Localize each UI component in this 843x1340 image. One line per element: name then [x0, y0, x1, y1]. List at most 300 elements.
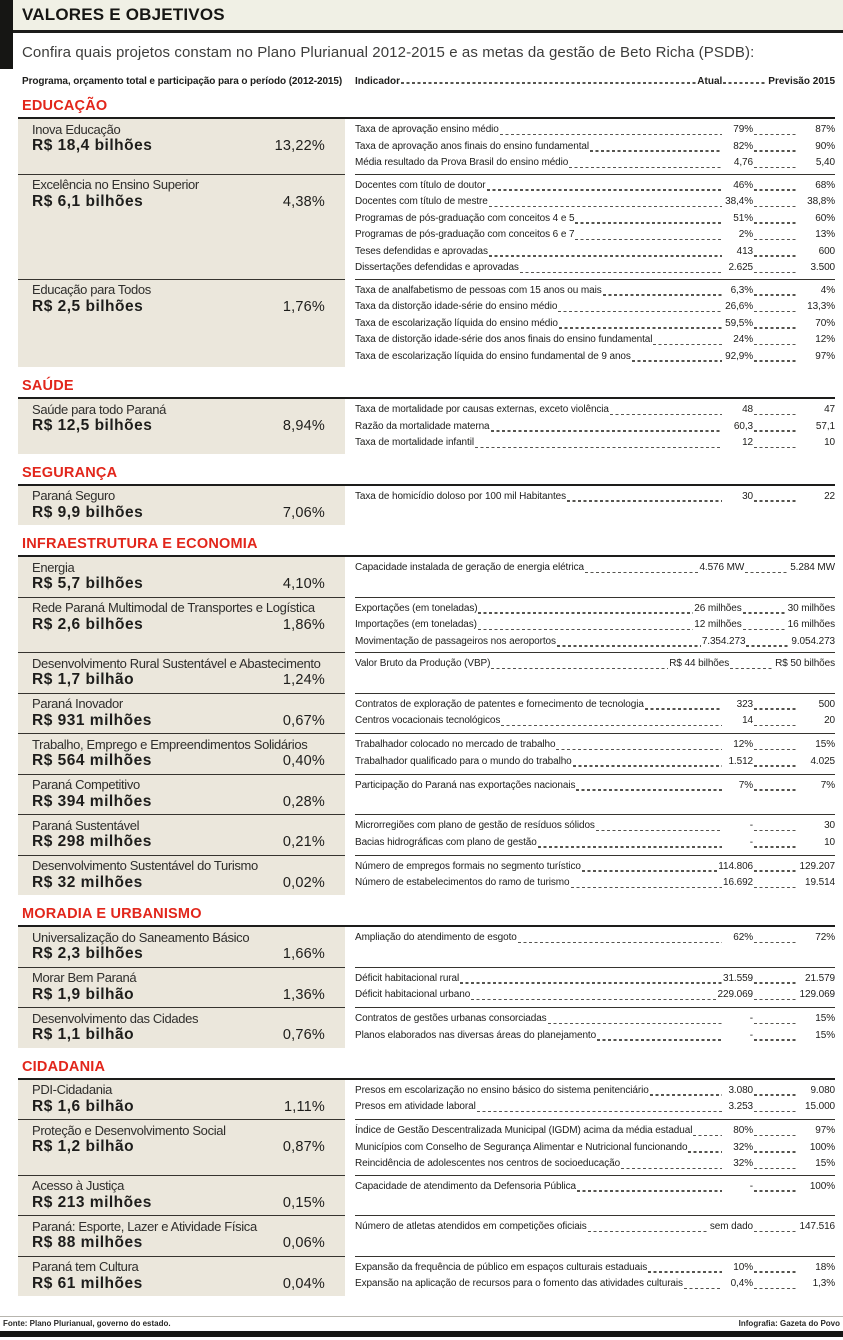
leader-dots	[653, 344, 722, 345]
program-budget: R$ 394 milhões	[32, 792, 152, 810]
indicator-row	[355, 617, 835, 634]
leader-dots	[754, 150, 798, 151]
indicator-label: Número de estabelecimentos do ramo de turismo	[355, 877, 570, 888]
indicator-label: Déficit habitacional rural	[355, 972, 460, 984]
program-box	[18, 174, 345, 279]
program-name: Paraná: Esporte, Lazer e Atividade Física	[32, 1218, 257, 1234]
indicator-list	[355, 733, 835, 774]
indicator-label: Contratos de exploração de patentes e fornecimento de tecnologia	[355, 698, 644, 710]
indicator-label: Presos em escolarização no ensino básico do sistema penitenciário	[355, 1084, 649, 1096]
program-name: PDI-Cidadania	[32, 1082, 112, 1097]
program-list	[18, 1078, 835, 1297]
program-budget: R$ 564 milhões	[32, 752, 152, 769]
indicator-label: Trabalhador colocado no mercado de trabalho	[355, 739, 556, 750]
section	[18, 465, 835, 526]
indicator-previsao-value: 5.284 MW	[790, 562, 835, 573]
program-share: 13,22%	[274, 138, 325, 154]
program-box	[18, 733, 345, 774]
indicator-atual-value: R$ 44 bilhões	[669, 658, 730, 669]
section	[18, 98, 835, 367]
indicator-previsao-value: 15%	[815, 1013, 835, 1024]
indicator-atual-value: 6,3%	[730, 284, 753, 296]
program-share: 0,06%	[282, 1235, 325, 1251]
leader-dots	[743, 629, 787, 630]
indicator-label: Centros vocacionais tecnológicos	[355, 715, 501, 726]
program-name: Rede Paraná Multimodal de Transportes e Logística	[32, 600, 315, 615]
indicator-previsao-value: 9.080	[810, 1084, 835, 1096]
indicator-atual-value: 7.354.273	[701, 635, 746, 647]
indicator-row	[355, 987, 835, 1004]
indicator-previsao-value: 13,3%	[807, 301, 835, 312]
section	[18, 1059, 835, 1297]
leader-dots	[723, 82, 767, 83]
indicator-row	[355, 1028, 835, 1045]
leader-dots	[573, 765, 722, 766]
program-name: Desenvolvimento das Cidades	[32, 1010, 199, 1026]
leader-dots	[754, 414, 798, 415]
indicator-row	[355, 194, 835, 211]
leader-dots	[575, 222, 722, 223]
program-name: Acesso à Justiça	[32, 1178, 124, 1193]
leader-dots	[754, 1094, 798, 1095]
program-name: Desenvolvimento Sustentável do Turismo	[32, 858, 258, 873]
indicator-atual-value: 12	[742, 437, 753, 448]
indicator-row	[355, 211, 835, 228]
leader-dots	[746, 645, 790, 646]
indicator-previsao-value: 19.514	[805, 877, 835, 888]
indicator-row	[355, 332, 835, 349]
indicator-previsao-value: 100%	[809, 1141, 835, 1153]
indicator-list	[355, 774, 835, 815]
program-box	[18, 967, 345, 1008]
indicator-atual-value: 1.512	[728, 755, 753, 767]
indicator-atual-value: -	[749, 820, 753, 831]
leader-dots	[754, 725, 798, 726]
program-share: 1,11%	[283, 1098, 325, 1115]
indicator-label: Capacidade de atendimento da Defensoria Pública	[355, 1180, 577, 1192]
leader-dots	[754, 189, 798, 190]
indicator-previsao-value: 10	[824, 437, 835, 448]
program-share: 1,24%	[282, 672, 325, 688]
indicator-list	[355, 1007, 835, 1048]
leader-dots	[754, 294, 798, 295]
leader-dots	[478, 629, 693, 630]
indicator-previsao-value: 38,8%	[807, 196, 835, 207]
leader-dots	[754, 749, 798, 750]
leader-dots	[520, 272, 722, 273]
program-budget: R$ 12,5 bilhões	[32, 417, 153, 434]
program-row	[18, 1256, 835, 1297]
indicator-row	[355, 122, 835, 139]
indicator-row	[355, 656, 835, 673]
program-budget: R$ 1,1 bilhão	[32, 1026, 135, 1043]
program-share: 7,06%	[282, 504, 325, 521]
indicator-atual-value: 3.253	[728, 1101, 753, 1112]
indicator-label: Presos em atividade laboral	[355, 1101, 476, 1112]
indicator-list	[355, 1119, 835, 1175]
indicator-list	[355, 119, 835, 174]
leader-dots	[754, 1271, 798, 1272]
leader-dots	[585, 572, 698, 573]
indicator-label: Expansão na aplicação de recursos para o fomento das atividades culturais	[355, 1278, 683, 1289]
indicator-atual-value: 4.576 MW	[699, 562, 745, 573]
leader-dots	[754, 789, 798, 790]
indicator-row	[355, 1276, 835, 1293]
leader-dots	[582, 870, 717, 871]
indicator-atual-value: 14	[742, 715, 753, 726]
indicator-row	[355, 1123, 835, 1140]
indicator-previsao-value: 600	[818, 245, 835, 257]
indicator-row	[355, 634, 835, 651]
indicator-list	[355, 693, 835, 734]
leader-dots	[548, 1023, 722, 1024]
indicator-atual-value: 31.559	[723, 972, 753, 984]
indicator-atual-value: 413	[736, 245, 753, 257]
leader-dots	[559, 327, 722, 328]
leader-dots	[650, 1094, 722, 1095]
indicator-previsao-value: 129.069	[799, 989, 835, 1000]
leader-dots	[684, 1288, 722, 1289]
indicator-label: Valor Bruto da Produção (VBP)	[355, 658, 491, 669]
indicator-label: Ampliação do atendimento de esgoto	[355, 932, 517, 943]
indicator-previsao-value: 30 milhões	[787, 602, 835, 614]
column-header-atual-label: Atual	[697, 76, 723, 87]
indicator-previsao-value: 15.000	[805, 1101, 835, 1112]
program-budget: R$ 6,1 bilhões	[32, 192, 144, 210]
indicator-atual-value: 32%	[733, 1141, 753, 1153]
indicator-previsao-value: 97%	[815, 1125, 835, 1136]
indicator-atual-value: 30	[742, 490, 753, 502]
indicator-atual-value: 4,76	[733, 157, 753, 168]
indicator-list	[355, 1080, 835, 1120]
column-header-previsao-label: Previsão 2015	[768, 76, 835, 87]
indicator-previsao-value: 10	[824, 836, 835, 848]
program-name: Educação para Todos	[32, 282, 151, 297]
indicator-atual-value: 38,4%	[725, 196, 753, 207]
indicator-atual-value: 114.806	[718, 860, 753, 872]
program-box	[18, 1256, 345, 1297]
leader-dots	[575, 239, 722, 240]
leader-dots	[597, 1039, 722, 1040]
indicator-row	[355, 859, 835, 876]
leader-dots	[754, 708, 798, 709]
leader-dots	[754, 1231, 798, 1232]
indicator-label: Teses defendidas e aprovadas	[355, 245, 488, 257]
indicator-label: Taxa de homicídio doloso por 100 mil Habitantes	[355, 490, 566, 502]
program-row	[18, 967, 835, 1008]
program-share: 0,15%	[282, 1194, 325, 1211]
indicator-previsao-value: 500	[818, 698, 835, 710]
indicator-label: Bacias hidrográficas com plano de gestão	[355, 836, 537, 848]
leader-dots	[754, 360, 798, 361]
program-budget: R$ 213 milhões	[32, 1193, 152, 1211]
leader-dots	[693, 1135, 722, 1136]
program-name: Paraná Seguro	[32, 488, 115, 503]
indicator-label: Docentes com título de mestre	[355, 196, 488, 207]
program-share: 8,94%	[282, 418, 325, 434]
section	[18, 906, 835, 1048]
corner-accent-bar	[0, 0, 13, 69]
leader-dots	[478, 612, 693, 613]
indicator-label: Taxa de escolarização líquida do ensino médio	[355, 317, 558, 329]
program-box	[18, 1119, 345, 1175]
indicator-atual-value: 12 milhões	[694, 619, 742, 630]
indicator-label: Taxa de aprovação anos finais do ensino fundamental	[355, 140, 589, 152]
indicator-previsao-value: 70%	[815, 317, 835, 329]
program-row	[18, 557, 835, 597]
program-budget: R$ 32 milhões	[32, 873, 143, 891]
indicator-previsao-value: 16 milhões	[787, 619, 835, 630]
page-subtitle: Confira quais projetos constam no Plano Plurianual 2012-2015 e as metas da gestão de Beto Richa (PSDB):	[22, 44, 755, 61]
program-box	[18, 927, 345, 967]
indicator-row	[355, 737, 835, 754]
indicator-previsao-value: 68%	[815, 179, 835, 191]
program-row	[18, 119, 835, 174]
indicator-atual-value: 92,9%	[725, 350, 753, 362]
program-budget: R$ 18,4 bilhões	[32, 137, 153, 154]
leader-dots	[688, 1151, 722, 1152]
indicator-list	[355, 597, 835, 653]
indicator-row	[355, 244, 835, 261]
leader-dots	[754, 846, 798, 847]
indicator-previsao-value: 3.500	[810, 262, 835, 273]
indicator-atual-value: -	[749, 836, 753, 848]
indicator-row	[355, 713, 835, 730]
indicator-atual-value: 26 milhões	[694, 602, 742, 614]
program-row	[18, 927, 835, 967]
indicator-previsao-value: 47	[824, 404, 835, 415]
leader-dots	[571, 887, 723, 888]
program-name: Proteção e Desenvolvimento Social	[32, 1122, 226, 1138]
leader-dots	[489, 206, 722, 207]
indicator-row	[355, 227, 835, 244]
column-header-program: Programa, orçamento total e participação para o período (2012-2015)	[22, 76, 343, 87]
program-box	[18, 399, 345, 454]
indicator-atual-value: 10%	[733, 1261, 753, 1273]
program-share: 0,67%	[282, 712, 325, 729]
indicator-label: Expansão da frequência de público em espaços culturais estaduais	[355, 1261, 648, 1273]
program-budget: R$ 1,9 bilhão	[32, 985, 135, 1003]
indicator-row	[355, 260, 835, 277]
leader-dots	[475, 447, 722, 448]
program-box	[18, 774, 345, 815]
leader-dots	[754, 1135, 798, 1136]
indicator-previsao-value: 1,3%	[812, 1278, 835, 1289]
leader-dots	[491, 668, 668, 669]
indicator-label: Importações (em toneladas)	[355, 619, 477, 630]
indicator-previsao-value: 4%	[820, 284, 835, 296]
program-share: 4,10%	[282, 576, 325, 592]
indicator-row	[355, 1260, 835, 1277]
program-budget: R$ 931 milhões	[32, 711, 152, 729]
indicator-atual-value: 51%	[733, 212, 753, 224]
footer-source: Fonte: Plano Plurianual, governo do estado.	[3, 1319, 171, 1328]
indicator-atual-value: sem dado	[709, 1221, 753, 1232]
indicator-previsao-value: 129.207	[799, 860, 835, 872]
program-share: 0,28%	[282, 793, 325, 810]
column-headers	[18, 76, 835, 87]
program-name: Paraná Competitivo	[32, 777, 140, 792]
leader-dots	[596, 830, 722, 831]
leader-dots	[754, 327, 798, 328]
leader-dots	[471, 999, 716, 1000]
indicator-label: Índice de Gestão Descentralizada Municipal (IGDM) acima da média estadual	[355, 1125, 693, 1136]
indicator-atual-value: 46%	[733, 179, 753, 191]
indicator-previsao-value: 30	[824, 820, 835, 831]
indicator-list	[355, 399, 835, 454]
leader-dots	[487, 189, 722, 190]
program-row	[18, 1007, 835, 1048]
program-row	[18, 399, 835, 454]
program-box	[18, 119, 345, 174]
program-row	[18, 486, 835, 526]
leader-dots	[590, 150, 722, 151]
indicator-row	[355, 930, 835, 947]
indicator-row	[355, 601, 835, 618]
indicator-list	[355, 279, 835, 368]
program-share: 0,02%	[282, 874, 325, 891]
indicator-atual-value: 0,4%	[730, 1278, 753, 1289]
program-list	[18, 484, 835, 526]
indicator-atual-value: 323	[736, 698, 753, 710]
program-row	[18, 1119, 835, 1175]
program-budget: R$ 298 milhões	[32, 833, 152, 850]
program-share: 1,36%	[282, 986, 325, 1003]
indicator-previsao-value: 15%	[815, 739, 835, 750]
program-row	[18, 652, 835, 693]
leader-dots	[754, 1190, 798, 1191]
indicator-row	[355, 178, 835, 195]
leader-dots	[754, 430, 798, 431]
indicator-label: Participação do Paraná nas exportações nacionais	[355, 779, 576, 791]
section	[18, 536, 835, 895]
program-name: Desenvolvimento Rural Sustentável e Abastecimento	[32, 655, 321, 671]
masthead	[0, 0, 843, 33]
indicator-previsao-value: 87%	[815, 124, 835, 135]
section-title: SAÚDE	[22, 378, 74, 394]
column-header-indicators	[355, 76, 835, 87]
program-box	[18, 1215, 345, 1256]
section-title: INFRAESTRUTURA E ECONOMIA	[22, 536, 258, 552]
leader-dots	[489, 255, 722, 256]
leader-dots	[754, 999, 798, 1000]
indicator-label: Programas de pós-graduação com conceitos 4 e 5	[355, 212, 575, 224]
leader-dots	[754, 222, 798, 223]
indicator-atual-value: 3.080	[728, 1084, 753, 1096]
program-name: Paraná Inovador	[32, 696, 123, 711]
indicator-row	[355, 155, 835, 172]
program-name: Inova Educação	[32, 121, 121, 137]
leader-dots	[632, 360, 722, 361]
indicator-label: Taxa da distorção idade-série do ensino médio	[355, 301, 558, 312]
indicator-previsao-value: 22	[824, 490, 835, 502]
indicator-atual-value: 48	[742, 404, 753, 415]
program-box	[18, 1080, 345, 1120]
indicator-row	[355, 1099, 835, 1116]
program-box	[18, 814, 345, 855]
indicator-row	[355, 402, 835, 419]
indicator-row	[355, 283, 835, 300]
indicator-row	[355, 1219, 835, 1236]
indicator-atual-value: 60,3	[733, 420, 753, 432]
indicator-previsao-value: 4.025	[810, 755, 835, 767]
program-share: 4,38%	[282, 193, 325, 210]
indicator-label: Microrregiões com plano de gestão de resíduos sólidos	[355, 820, 595, 831]
indicator-row	[355, 971, 835, 988]
leader-dots	[500, 134, 722, 135]
indicator-list	[355, 967, 835, 1008]
program-row	[18, 597, 835, 653]
program-budget: R$ 5,7 bilhões	[32, 575, 144, 592]
indicator-previsao-value: 20	[824, 715, 835, 726]
program-budget: R$ 2,5 bilhões	[32, 297, 144, 315]
program-row	[18, 693, 835, 734]
indicator-list	[355, 174, 835, 279]
program-share: 0,21%	[282, 834, 325, 850]
indicator-list	[355, 1215, 835, 1256]
leader-dots	[501, 725, 722, 726]
program-box	[18, 557, 345, 597]
indicator-previsao-value: 97%	[815, 350, 835, 362]
indicator-label: Reincidência de adolescentes nos centros de socioeducação	[355, 1158, 621, 1169]
program-row	[18, 1080, 835, 1120]
leader-dots	[754, 239, 798, 240]
indicator-label: Exportações (em toneladas)	[355, 602, 478, 614]
indicator-previsao-value: 9.054.273	[791, 635, 835, 647]
leader-dots	[754, 344, 798, 345]
leader-dots	[518, 942, 722, 943]
indicator-row	[355, 489, 835, 506]
indicator-row	[355, 875, 835, 892]
program-name: Energia	[32, 559, 75, 575]
program-name: Universalização do Saneamento Básico	[32, 929, 250, 945]
page-title: VALORES E OBJETIVOS	[22, 5, 225, 24]
indicator-label: Taxa de analfabetismo de pessoas com 15 anos ou mais	[355, 284, 602, 296]
leader-dots	[569, 167, 722, 168]
program-list	[18, 397, 835, 454]
footer-credit: Infografia: Gazeta do Povo	[738, 1319, 840, 1328]
leader-dots	[754, 272, 798, 273]
program-list	[18, 117, 835, 367]
program-row	[18, 855, 835, 896]
program-box	[18, 855, 345, 896]
leader-dots	[577, 1190, 722, 1191]
indicator-row	[355, 139, 835, 156]
section-title: EDUCAÇÃO	[22, 98, 108, 114]
indicator-previsao-value: 100%	[809, 1180, 835, 1192]
indicator-label: Trabalhador qualificado para o mundo do trabalho	[355, 755, 572, 767]
indicator-previsao-value: 12%	[815, 334, 835, 345]
page-footer	[0, 1316, 843, 1340]
sections-container	[0, 98, 843, 1296]
indicator-list	[355, 1175, 835, 1216]
program-row	[18, 1175, 835, 1216]
indicator-label: Taxa de distorção idade-série dos anos finais do ensino fundamental	[355, 334, 653, 345]
program-share: 1,66%	[282, 946, 325, 962]
indicator-atual-value: 59,5%	[725, 317, 753, 329]
leader-dots	[538, 846, 722, 847]
indicator-label: Razão da mortalidade materna	[355, 420, 490, 432]
indicator-label: Contratos de gestões urbanas consorciadas	[355, 1013, 547, 1024]
indicator-label: Taxa de aprovação ensino médio	[355, 124, 499, 135]
program-row	[18, 1215, 835, 1256]
indicator-atual-value: 79%	[733, 124, 753, 135]
indicator-previsao-value: 15%	[815, 1158, 835, 1169]
program-budget: R$ 2,6 bilhões	[32, 615, 144, 633]
leader-dots	[460, 982, 722, 983]
leader-dots	[754, 1039, 798, 1040]
indicator-label: Taxa de mortalidade por causas externas, exceto violência	[355, 404, 609, 415]
